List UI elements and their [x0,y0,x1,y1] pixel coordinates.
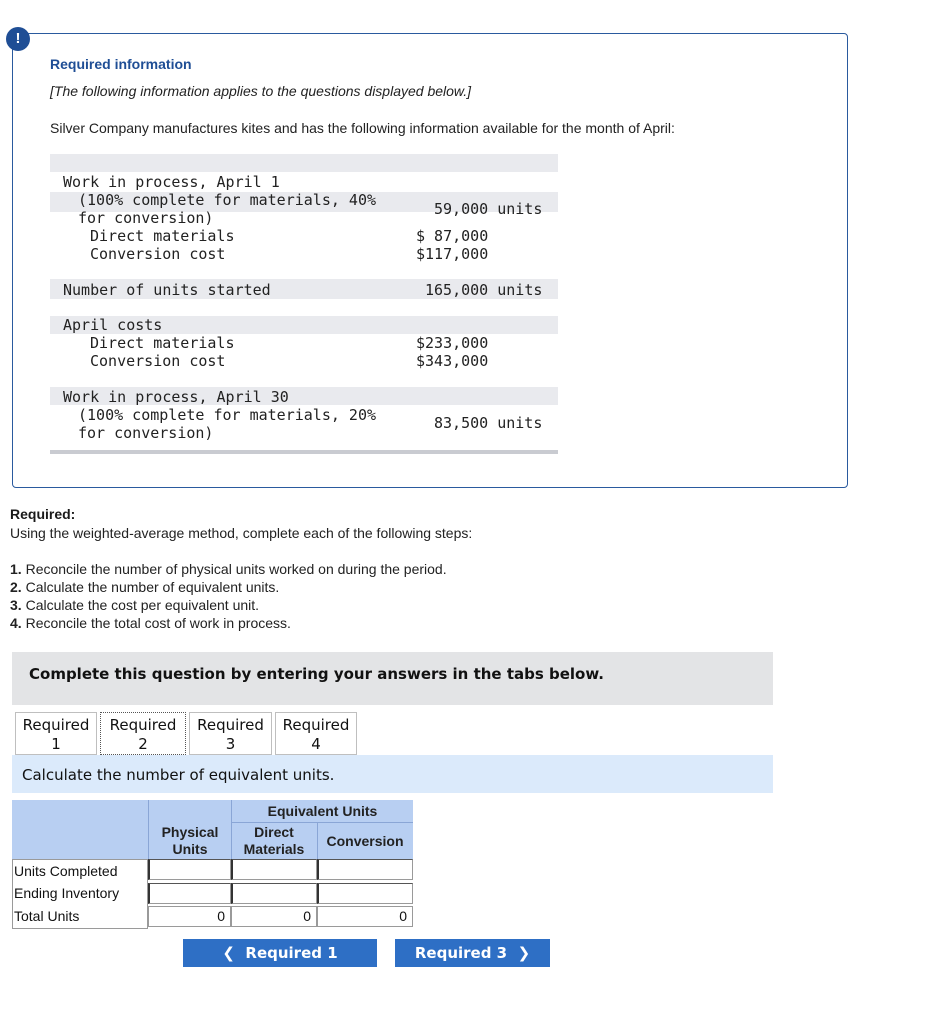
tab-number: 2 [138,735,148,753]
step-number: 2. [10,579,22,595]
info-title: Required information [50,56,192,72]
wip-april1-units: 59,000 units [434,200,543,218]
wip-dm-label: Direct materials [90,227,235,245]
prev-button-label: Required 1 [245,944,338,962]
tab-label: Required [22,716,90,734]
tab-label: Required [197,716,264,734]
wip-april1-desc: (100% complete for materials, 40% [78,191,377,209]
chevron-right-icon: ❯ [517,944,531,962]
wip-dm-value: $ 87,000 [416,227,489,245]
tab-required-1[interactable] [15,712,97,755]
grid-divider [231,822,413,823]
step-text: Reconcile the total cost of work in process. [25,615,291,631]
wip-cc-label: Conversion cost [90,245,226,263]
required-step [10,615,291,631]
required-step [10,579,279,595]
tab-required-2[interactable] [100,712,186,755]
next-required-3-button[interactable] [395,939,550,967]
alert-icon: ! [6,27,30,51]
wip-april30-units: 83,500 units [434,414,543,432]
row-label-units-completed: Units Completed [14,863,118,879]
prev-required-1-button[interactable] [183,939,377,967]
units-completed-physical-input[interactable] [148,859,231,880]
equivalent-units-header: Equivalent Units [267,803,378,819]
units-started-label: Number of units started [63,281,271,299]
step-text: Calculate the cost per equivalent unit. [25,597,260,613]
step-number: 3. [10,597,22,613]
ending-inventory-dm-input[interactable] [231,883,317,904]
wip-april30-label: Work in process, April 30 [63,388,289,406]
tab-instruction: Calculate the number of equivalent units. [22,766,335,784]
wip-april1-desc: for conversion) [78,209,214,227]
tab-number: 4 [311,735,321,753]
april-cc-label: Conversion cost [90,352,226,370]
required-step [10,561,447,577]
april-costs-label: April costs [63,316,163,334]
tab-label: Required [282,716,350,734]
physical-units-header: Physical Units [161,824,219,857]
ending-inventory-conversion-input[interactable] [317,883,413,904]
tab-label: Required [109,716,177,734]
next-button-label: Required 3 [414,944,508,962]
wip-april30-desc: for conversion) [78,424,214,442]
required-heading: Required: [10,506,76,522]
ending-inventory-physical-input[interactable] [148,883,231,904]
tab-number: 1 [51,735,61,753]
data-table-footer-band [50,450,558,454]
april-cc-value: $343,000 [416,352,489,370]
wip-cc-value: $117,000 [416,245,489,263]
april-dm-value: $233,000 [416,334,489,352]
required-step [10,597,259,613]
info-intro: Silver Company manufactures kites and has the following information available for the month of April: [50,120,675,136]
step-text: Reconcile the number of physical units worked on during the period. [25,561,447,577]
row-label-ending-inventory: Ending Inventory [14,885,120,901]
row-label-total-units: Total Units [14,908,80,924]
tab-required-4[interactable] [275,712,357,755]
total-conversion-value: 0 [399,908,407,924]
info-note: [The following information applies to the questions displayed below.] [50,83,472,99]
complete-prompt: Complete this question by entering your answers in the tabs below. [29,665,604,683]
units-completed-dm-input[interactable] [231,859,317,880]
data-table-header-band [50,154,558,172]
direct-materials-header: Direct Materials [243,824,305,857]
step-text: Calculate the number of equivalent units. [25,579,280,595]
total-dm-value: 0 [303,908,311,924]
step-number: 4. [10,615,22,631]
tab-number: 3 [225,735,236,753]
wip-april30-desc: (100% complete for materials, 20% [78,406,377,424]
required-intro: Using the weighted-average method, complete each of the following steps: [10,525,473,541]
tab-required-3[interactable] [189,712,272,755]
units-completed-conversion-input[interactable] [317,859,413,880]
april-dm-label: Direct materials [90,334,235,352]
step-number: 1. [10,561,22,577]
total-physical-value: 0 [217,908,225,924]
wip-april1-label: Work in process, April 1 [63,173,280,191]
conversion-header: Conversion [326,833,404,849]
units-started-value: 165,000 units [425,281,543,299]
chevron-left-icon: ❮ [222,944,235,962]
grid-divider [148,800,149,859]
